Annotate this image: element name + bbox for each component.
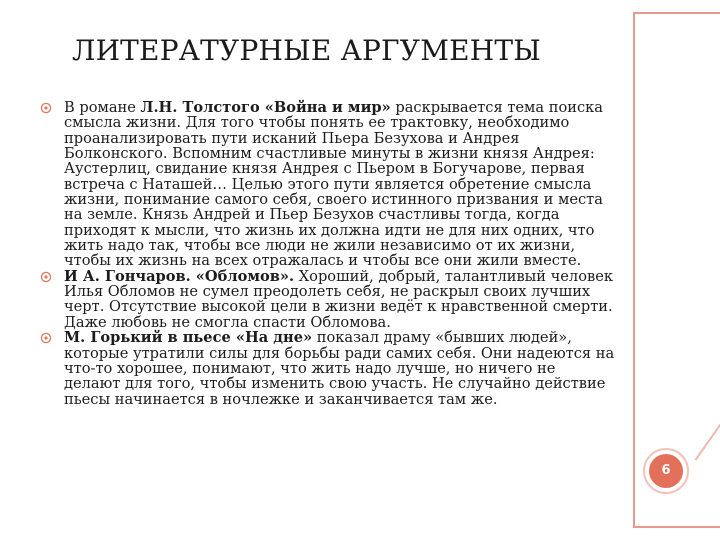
bullet-text-bold: М. Горький в пьесе «На дне» [64, 329, 313, 347]
bullet-icon [40, 102, 52, 114]
page-number-badge [643, 448, 689, 494]
bullet-icon [40, 271, 52, 283]
bullet-item-gorky [40, 330, 615, 407]
bullet-icon [40, 332, 52, 344]
bullet-text-bold: И А. Гончаров. «Обломов». [64, 267, 295, 285]
frame-top-line [633, 12, 720, 14]
frame-diagonal-accent [695, 369, 720, 460]
bullet-item-tolstoy [40, 100, 615, 269]
page-number: 6 [649, 454, 683, 488]
bullet-item-goncharov [40, 269, 615, 330]
frame-left-line [633, 12, 635, 528]
bullet-list [40, 100, 615, 407]
bullet-text-plain: В романе [64, 99, 141, 116]
bullet-text-bold: Л.Н. Толстого «Война и мир» [140, 99, 391, 116]
bullet-text-plain: показал драму «бывших людей», которые утратили силы для борьбы ради самих себя. Они надеются на что-то хорошее, понимают, что жить надо лучше, но ничего не делают для того, чтобы изменить свою участь. Не случайно действие пьесы начинается в ночлежке и заканчивается там же. [64, 329, 615, 408]
bullet-text-plain: раскрывается тема поиска смысла жизни. Для того чтобы понять ее трактовку, необходимо проанализировать пути исканий Пьера Безухова и Андрея Болконского. Вспомним счастливые минуты в жизни князя Андрея: Аустерлиц, свидание князя Андрея с Пьером в Богучарове, первая встреча с Наташей… Целью этого пути является обретение смысла жизни, понимание самого себя, своего истинного призвания и места на земле. Князь Андрей и Пьер Безухов счастливы тогда, когда приходят к мысли, что жизнь их должна идти не для них одних, что жить надо так, чтобы все люди не жили независимо от их жизни, чтобы их жизнь на всех отражалась и чтобы все они жили вместе. [64, 99, 603, 270]
slide-title: ЛИТЕРАТУРНЫЕ АРГУМЕНТЫ [72, 34, 541, 67]
frame-bottom-line [633, 526, 720, 528]
bullet-text-plain: Хороший, добрый, талантливый человек Илья Обломов не сумел преодолеть себя, не раскрыл своих лучших черт. Отсутствие высокой цели в жизни ведёт к нравственной смерти. Даже любовь не смогла спасти Обломова. [64, 267, 613, 331]
